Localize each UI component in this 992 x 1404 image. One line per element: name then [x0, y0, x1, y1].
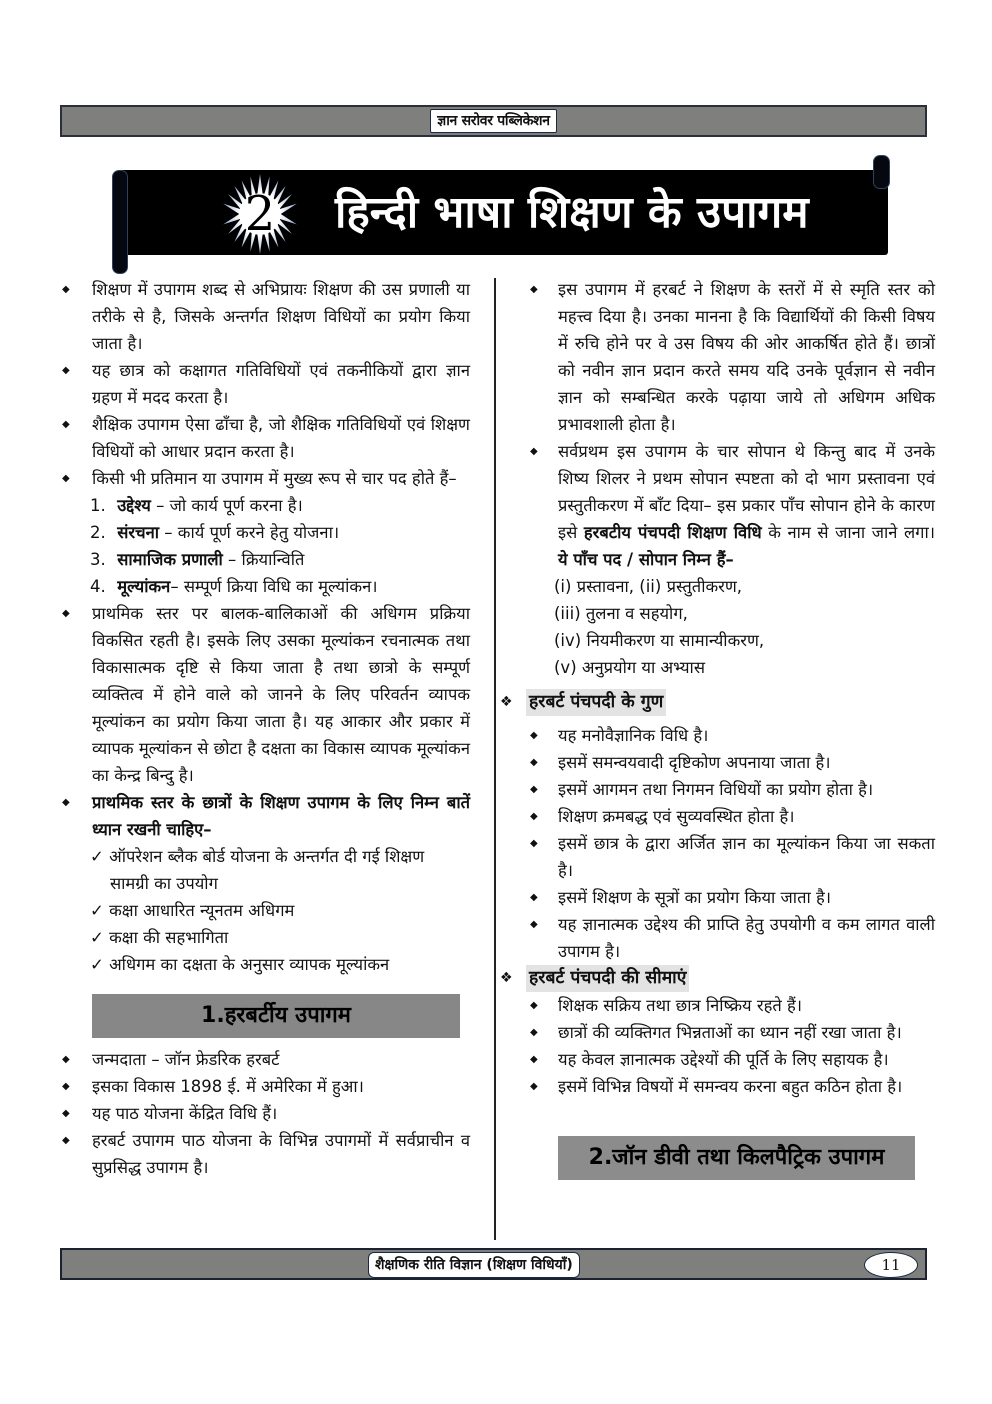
column-divider [494, 278, 496, 1240]
list-item [500, 438, 935, 573]
list-item: ◆ जन्मदाता – जॉन फ्रेडरिक हरबर्ट [60, 1046, 470, 1073]
list-item: ◆ हरबर्ट उपागम पाठ योजना के विभिन्न उपागमों में सर्वप्राचीन व सुप्रसिद्ध उपागम है। [60, 1127, 470, 1181]
check-item [60, 897, 470, 924]
list-item: ◆ शिक्षण क्रमबद्ध एवं सुव्यवस्थित होता है। [500, 803, 935, 830]
right-column [500, 276, 935, 1180]
five-step-line: (iii) तुलना व सहयोग, [554, 604, 688, 623]
step-number: 4. [90, 577, 106, 596]
page-number: 11 [864, 1252, 918, 1278]
check-text: अधिगम का दक्षता के अनुसार व्यापक मूल्यांकन [109, 955, 390, 974]
list-item: ◆ इसमें समन्वयवादी दृष्टिकोण अपनाया जाता है। [500, 749, 935, 776]
step-desc: – सम्पूर्ण क्रिया विधि का मूल्यांकन। [170, 577, 378, 596]
check-text: ऑपरेशन ब्लैक बोर्ड योजना के अन्तर्गत दी गई शिक्षण [109, 847, 425, 866]
list-item: ◆ यह मनोवैज्ञानिक विधि है। [500, 722, 935, 749]
list-item: ◆ छात्रों की व्यक्तिगत भिन्नताओं का ध्यान नहीं रखा जाता है। [500, 1019, 935, 1046]
subheading-text: हरबर्ट पंचपदी की सीमाएं [526, 965, 689, 992]
list-item: ◆ यह ज्ञानात्मक उद्देश्य की प्राप्ति हेतु उपयोगी व कम लागत वाली उपागम है। [500, 911, 935, 965]
book-title: शैक्षणिक रीति विज्ञान (शिक्षण विधियाँ) [368, 1252, 580, 1278]
text-run-bold: ये पाँच पद / सोपान निम्न हैं– [558, 550, 734, 569]
check-text: कक्षा की सहभागिता [109, 928, 229, 947]
list-item: ◆ यह पाठ योजना केंद्रित विधि हैं। [60, 1100, 470, 1127]
list-item: ◆ इसमें विभिन्न विषयों में समन्वय करना बहुत कठिन होता है। [500, 1073, 935, 1100]
check-text: कक्षा आधारित न्यूनतम अधिगम [109, 901, 295, 920]
checkmark-icon: ✓ [90, 928, 104, 947]
step-term: सामाजिक प्रणाली [117, 550, 223, 569]
step-term: उद्देश्य [117, 496, 151, 515]
list-item-bold: ◆ प्राथमिक स्तर के छात्रों के शिक्षण उपागम के लिए निम्न बातें ध्यान रखनी चाहिए– [60, 789, 470, 843]
subheading-merits [500, 689, 935, 716]
step-item [60, 573, 470, 600]
checkmark-icon: ✓ [90, 901, 104, 920]
step-number: 1. [90, 496, 106, 515]
scroll-roll-right-icon [873, 155, 890, 189]
list-item: ◆ शिक्षक सक्रिय तथा छात्र निष्क्रिय रहते हैं। [500, 992, 935, 1019]
text-run: सर्वप्रथम इस उपागम के चार सोपान थे किन्तु बाद में उनके शिष्य शिलर ने प्रथम सोपान स्पष्टता को दो भाग प्रस्तावना एवं प्रस्तुतीकरण में बाँट दिया– इस प्रकार पाँच सोपान होने के कारण इसे [558, 442, 935, 542]
chapter-number: 2 [244, 186, 276, 242]
publisher-header-bar [60, 105, 927, 137]
step-term: मूल्यांकन [117, 577, 171, 596]
step-desc: – जो कार्य पूर्ण करना है। [150, 496, 303, 515]
list-item: ◆ इसमें शिक्षण के सूत्रों का प्रयोग किया जाता है। [500, 884, 935, 911]
list-item: ◆ इसका विकास 1898 ई. में अमेरिका में हुआ। [60, 1073, 470, 1100]
step-desc: – क्रियान्विति [222, 550, 305, 569]
section-heading-herbart: 1.हरबर्टीय उपागम [92, 994, 460, 1038]
text-run-bold: हरबटीय पंचपदी शिक्षण विधि [583, 523, 762, 542]
four-diamond-icon: ❖ [500, 694, 513, 710]
list-item: ◆ किसी भी प्रतिमान या उपागम में मुख्य रूप से चार पद होते हैं– [60, 465, 470, 492]
scroll-roll-left-icon [112, 170, 128, 274]
list-item: ◆ प्राथमिक स्तर पर बालक-बालिकाओं की अधिगम प्रक्रिया विकसित रहती है। इसके लिए उसका मूल्यांकन रचनात्मक तथा विकासात्मक दृष्टि से किया जाता है तथा छात्रो के सम्पूर्ण व्यक्तित्व में होने वाले को जानने के लिए परिवर्तन व्यापक मूल्यांकन का प्रयोग किया जाता है। यह आकार और प्रकार में व्यापक मूल्यांकन से छोटा है दक्षता का विकास व्यापक मूल्यांकन का केन्द्र बिन्दु है। [60, 600, 470, 789]
step-item [60, 492, 470, 519]
text-run: के नाम से जाना जाने लगा। [761, 523, 935, 542]
step-number: 3. [90, 550, 106, 569]
list-item: ◆ इसमें आगमन तथा निगमन विधियों का प्रयोग होता है। [500, 776, 935, 803]
step-item [60, 546, 470, 573]
five-step-line: (i) प्रस्तावना, (ii) प्रस्तुतीकरण, [554, 577, 743, 596]
chapter-title: हिन्दी भाषा शिक्षण के उपागम [335, 187, 809, 238]
list-item: ◆ शैक्षिक उपागम ऐसा ढाँचा है, जो शैक्षिक गतिविधियों एवं शिक्षण विधियों को आधार प्रदान करता है। [60, 411, 470, 465]
step-desc: – कार्य पूर्ण करने हेतु योजना। [159, 523, 340, 542]
five-step-line: (iv) नियमीकरण या सामान्यीकरण, [554, 631, 765, 650]
publisher-name: ज्ञान सरोवर पब्लिकेशन [430, 109, 557, 133]
step-number: 2. [90, 523, 106, 542]
check-item [60, 924, 470, 951]
checkmark-icon: ✓ [90, 847, 104, 866]
left-column [60, 276, 470, 1181]
check-item [60, 843, 470, 870]
subheading-limitations [500, 965, 935, 992]
section-heading-dewey-kilpatrick: 2.जॉन डीवी तथा किलपैट्रिक उपागम [558, 1136, 915, 1180]
footer-bar [60, 1248, 927, 1280]
check-item [60, 951, 470, 978]
four-diamond-icon: ❖ [500, 970, 513, 986]
subheading-text: हरबर्ट पंचपदी के गुण [526, 689, 666, 716]
list-item: ◆ शिक्षण में उपागम शब्द से अभिप्रायः शिक्षण की उस प्रणाली या तरीके से है, जिसके अन्तर्गत शिक्षण विधियों का प्रयोग किया जाता है। [60, 276, 470, 357]
list-item: ◆ इसमें छात्र के द्वारा अर्जित ज्ञान का मूल्यांकन किया जा सकता है। [500, 830, 935, 884]
checkmark-icon: ✓ [90, 955, 104, 974]
list-item: ◆ इस उपागम में हरबर्ट ने शिक्षण के स्तरों में से स्मृति स्तर को महत्त्व दिया है। उनका मानना है कि विद्यार्थियों की किसी विषय में रुचि होने पर वे उस विषय की ओर आकर्षित होते हैं। छात्रों को नवीन ज्ञान प्रदान करते समय यदि उनके पूर्वज्ञान से नवीन ज्ञान को सम्बन्धित करके पढ़ाया जाये तो अधिगम अधिक प्रभावशाली होता है। [500, 276, 935, 438]
list-item: ◆ यह छात्र को कक्षागत गतिविधियों एवं तकनीकियों द्वारा ज्ञान ग्रहण में मदद करता है। [60, 357, 470, 411]
list-item: ◆ यह केवल ज्ञानात्मक उद्देश्यों की पूर्ति के लिए सहायक है। [500, 1046, 935, 1073]
step-item [60, 519, 470, 546]
five-step-line: (v) अनुप्रयोग या अभ्यास [554, 658, 705, 677]
step-term: संरचना [117, 523, 160, 542]
check-text-continued: सामग्री का उपयोग [110, 874, 218, 893]
